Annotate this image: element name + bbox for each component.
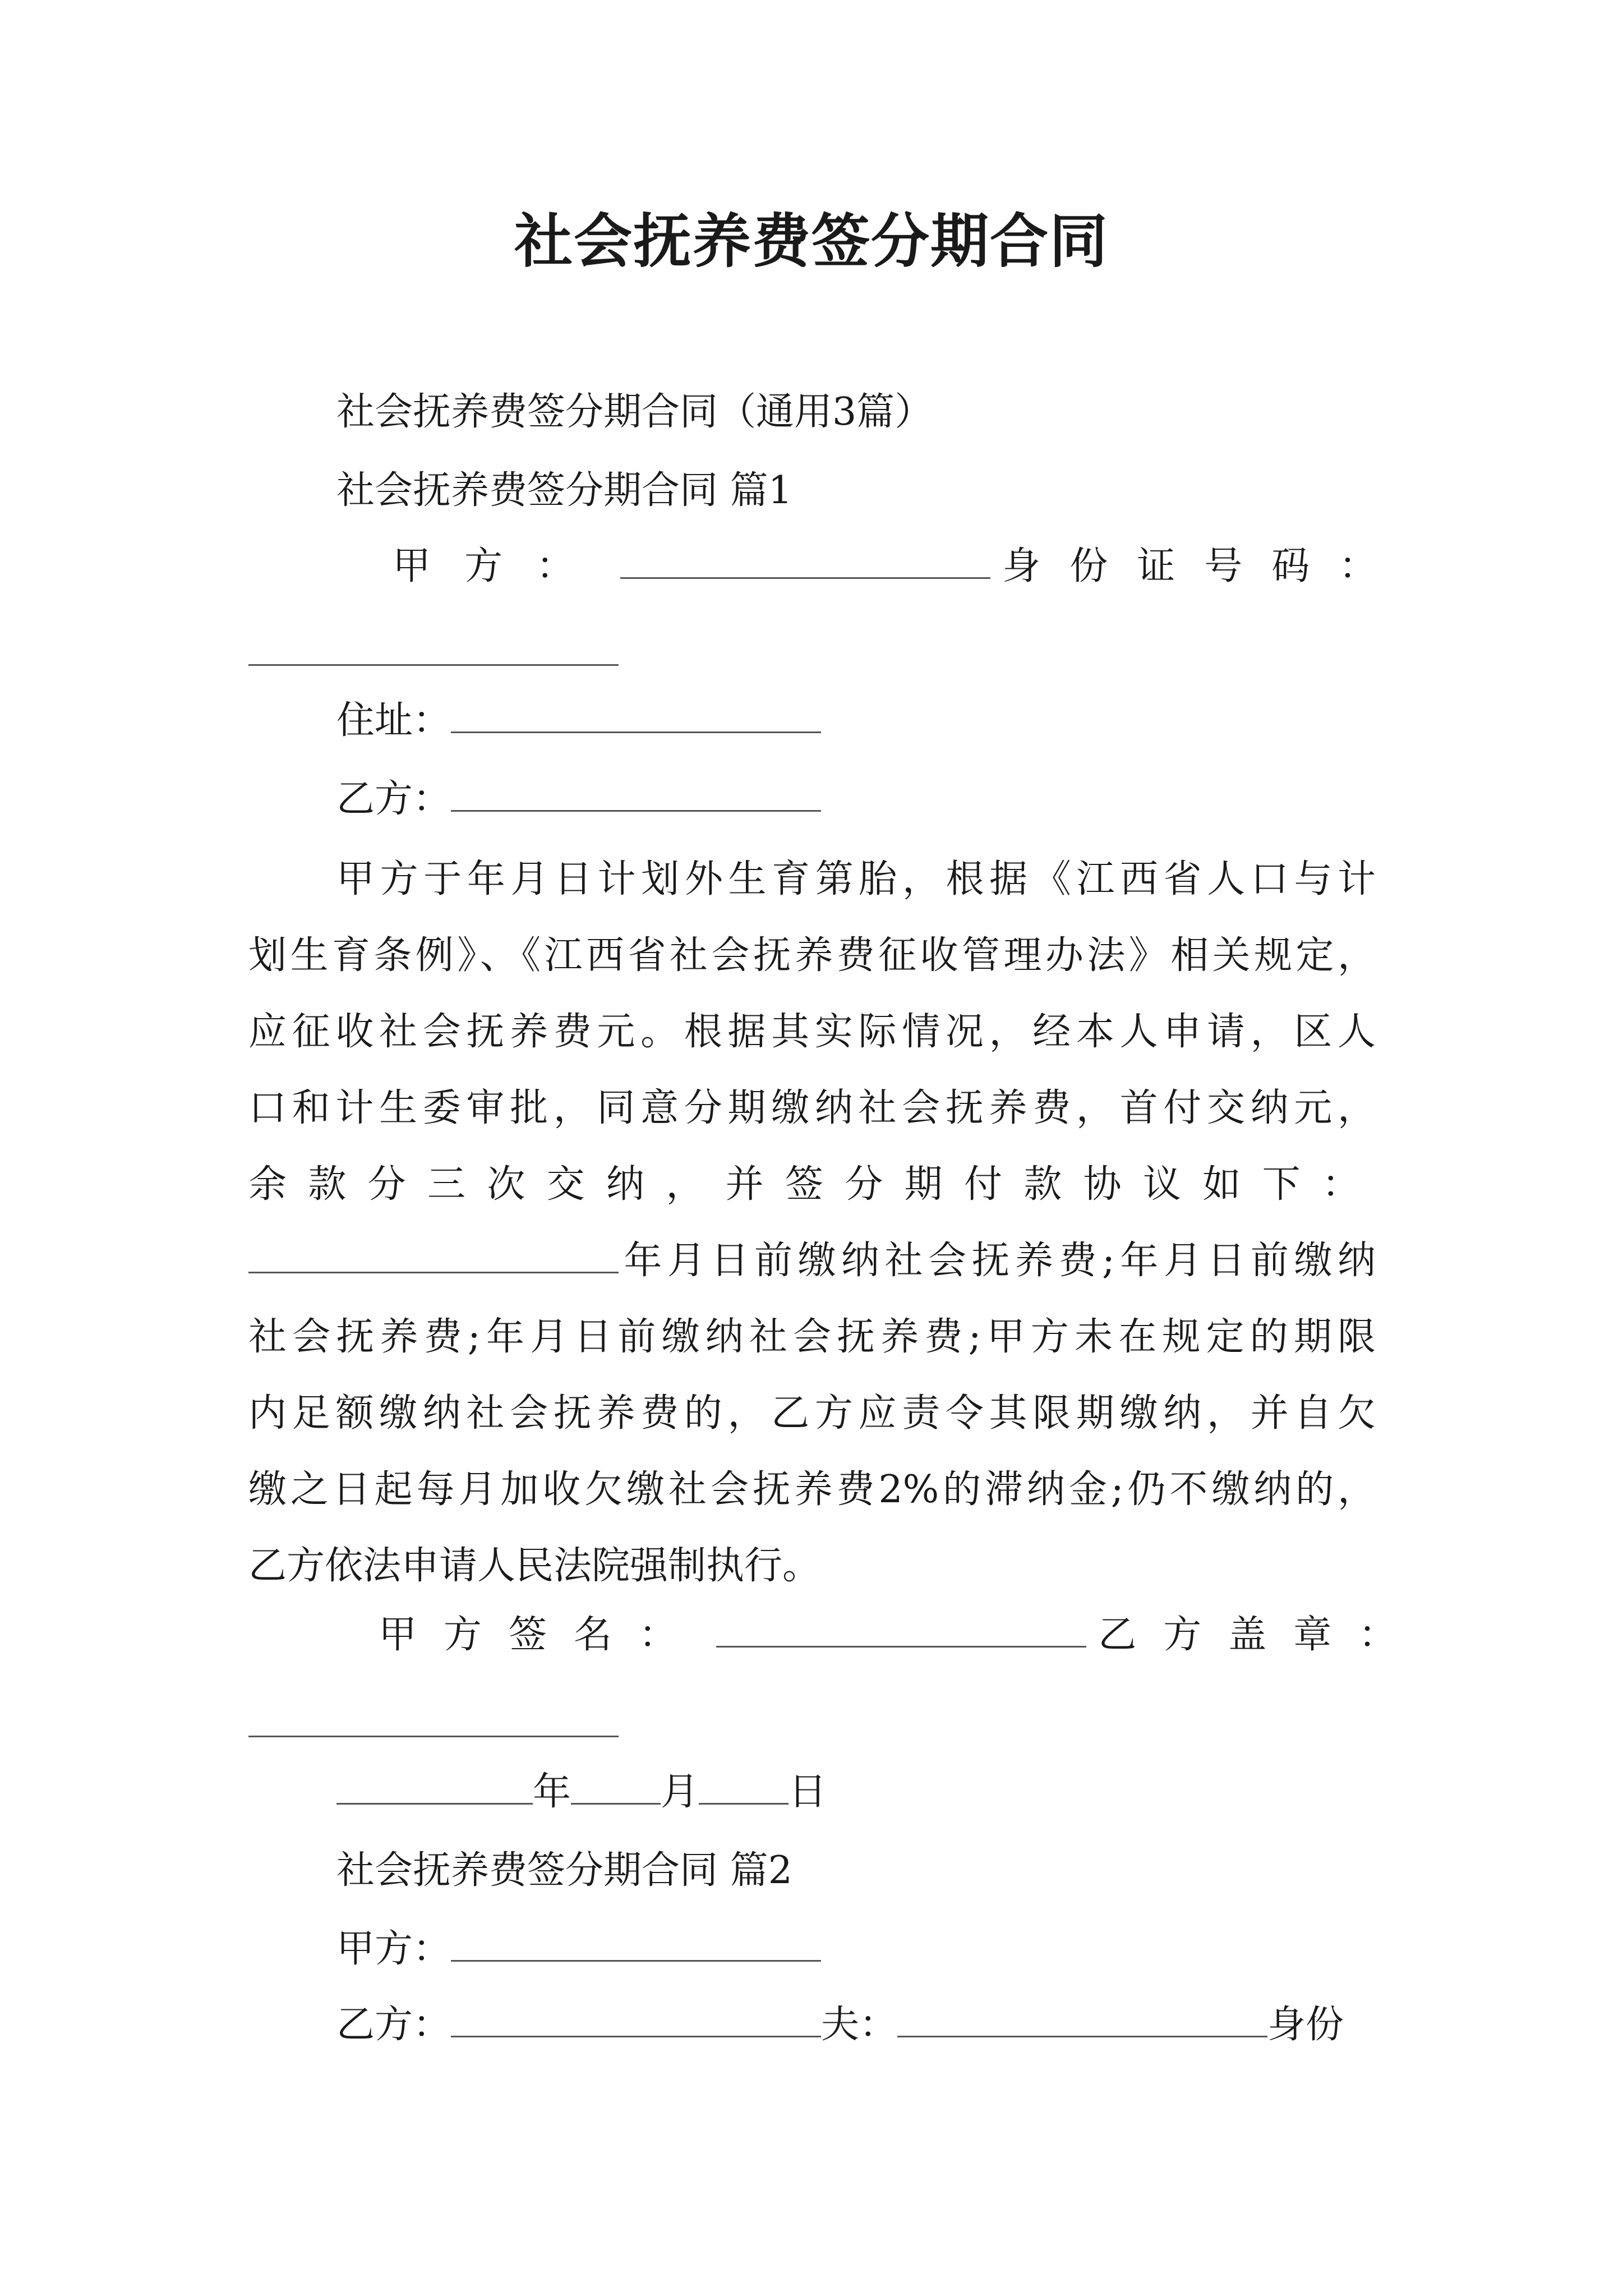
seal-b-label: 乙方盖章： [1098,1613,1424,1657]
party-b-label: 乙方： [336,777,451,821]
body-row-2: 划生育条例》、《江西省社会抚养费征收管理办法》相关规定， [248,933,1376,978]
article-2-id-label: 身份 [1267,2003,1344,2047]
body-row-8: 内足额缴纳社会抚养费的，乙方应责令其限期缴纳，并自欠 [248,1391,1376,1435]
party-a-label: 甲方： [393,544,608,588]
article-2-party-b-blank[interactable] [451,2004,821,2037]
body-row-9: 缴之日起每月加收欠缴社会抚养费2%的滞纳金;仍不缴纳的， [248,1467,1376,1512]
day-label: 日 [789,1770,827,1814]
body-row-6 [248,1223,1376,1299]
article-2-party-b-label: 乙方： [336,2003,451,2047]
body-row-4: 口和计生委审批，同意分期缴纳社会抚养费，首付交纳元， [248,1086,1376,1130]
document-subtitle: 社会抚养费签分期合同（通用3篇） [336,390,933,434]
id-number-blank-row [248,628,619,679]
payment-blank[interactable] [248,1240,619,1273]
husband-blank[interactable] [897,2004,1267,2037]
body-row-1: 甲方于年月日计划外生育第胎，根据《江西省人口与计 [336,857,1376,901]
month-label: 月 [661,1770,699,1814]
party-b-blank[interactable] [451,779,821,812]
address-line [336,696,821,746]
body-row-6-text: 年月日前缴纳社会抚养费;年月日前缴纳 [619,1239,1376,1283]
article-2-heading: 社会抚养费签分期合同 篇2 [336,1848,792,1893]
signature-line [379,1610,1424,1660]
year-blank[interactable] [336,1772,533,1805]
article-2-party-b-line [336,2000,1344,2050]
party-b-line [336,774,821,825]
sign-a-label: 甲方签名： [379,1613,704,1657]
article-1-body [248,841,1376,1604]
body-row-3: 应征收社会抚养费元。根据其实际情况，经本人申请，区人 [248,1010,1376,1054]
seal-blank-row [248,1700,619,1750]
id-number-label: 身份证号码： [1002,544,1407,588]
party-a-id-line [393,541,1407,592]
id-number-blank[interactable] [248,633,619,666]
sign-a-blank[interactable] [716,1614,1086,1648]
body-row-5: 余款分三次交纳，并签分期付款协议如下： [248,1162,1376,1207]
address-blank[interactable] [451,700,821,733]
article-2-party-a-line [336,1924,821,1975]
body-row-10: 乙方依法申请人民法院强制执行。 [248,1544,821,1588]
article-2-party-a-label: 甲方： [336,1927,451,1971]
article-1-heading: 社会抚养费签分期合同 篇1 [336,468,792,513]
date-line [336,1767,827,1818]
body-row-7: 社会抚养费;年月日前缴纳社会抚养费;甲方未在规定的期限 [248,1315,1376,1359]
year-label: 年 [533,1770,571,1814]
month-blank[interactable] [571,1772,661,1805]
seal-b-blank[interactable] [248,1704,619,1737]
husband-label: 夫： [821,2003,898,2047]
party-a-name-blank[interactable] [620,546,990,579]
document-title: 社会抚养费签分期合同 [514,206,1109,275]
day-blank[interactable] [699,1772,789,1805]
article-2-party-a-blank[interactable] [451,1929,821,1962]
address-label: 住址： [336,698,451,743]
